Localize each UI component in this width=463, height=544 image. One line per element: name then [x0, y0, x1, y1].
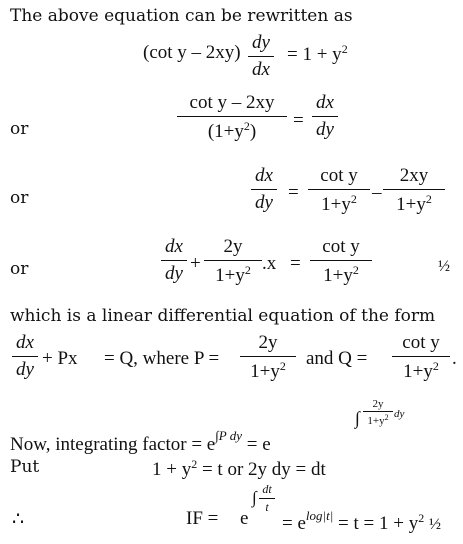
- put-expr-text: 1 + y: [152, 459, 192, 480]
- eq2-num: cot y – 2xy: [189, 92, 275, 113]
- eq1-right-sup: 2: [341, 42, 348, 56]
- put-label: Put: [10, 457, 40, 477]
- eq4-lden: dy: [165, 263, 183, 285]
- if-e2: e: [262, 434, 271, 455]
- if-equals: =: [246, 434, 258, 455]
- final-e1: e: [240, 508, 249, 529]
- form-px: + Px: [42, 348, 78, 369]
- if-e2-num: 2y: [372, 398, 384, 410]
- form-pnum: 2y: [258, 332, 278, 353]
- form-lnum: dx: [16, 332, 34, 353]
- eq4-rden: $1+y^2$: [323, 263, 359, 287]
- eq4-mid-fraction: [204, 236, 262, 287]
- eq2-rden: dy: [316, 119, 334, 141]
- eq3-f1bar: [308, 189, 370, 190]
- eq3-frac1: [308, 165, 370, 216]
- eq3-lden: dy: [255, 192, 273, 214]
- final-exp2: log|t|: [305, 508, 334, 523]
- eq3-minus: –: [372, 182, 382, 203]
- final-exp-bar: [259, 498, 275, 499]
- eq2-label: or: [10, 119, 29, 139]
- if-e2-dy: dy: [394, 408, 405, 420]
- form-qnum: cot y: [402, 332, 440, 353]
- if-e2-int: ∫: [355, 408, 360, 428]
- eq1-frac-bar: [248, 56, 274, 57]
- form-eq-q: = Q, where P =: [104, 348, 220, 369]
- eq2-rbar: [312, 116, 338, 117]
- eq4-rbar: [310, 260, 372, 261]
- if-line: [10, 428, 271, 456]
- eq4-mnum: 2y: [223, 236, 243, 257]
- if-e2-den: $1+y^2$: [367, 413, 389, 427]
- eq4-right-fraction: [310, 236, 372, 287]
- eq1-fraction: [248, 32, 274, 81]
- eq2-left-fraction: [177, 92, 287, 143]
- eq3-f2den: $1+y^2$: [396, 192, 432, 216]
- form-and-q: and Q =: [306, 348, 368, 369]
- eq1-right: [287, 42, 348, 66]
- eq4-equals: =: [290, 253, 301, 274]
- final-dt: dt: [262, 482, 272, 496]
- if-e2-exp: [355, 406, 360, 429]
- form-q-fraction: [392, 332, 450, 383]
- final-tail-sup: 2: [418, 511, 425, 525]
- eq3-f1num: cot y: [320, 165, 358, 186]
- put-expr: [152, 457, 326, 481]
- final-if-label: IF =: [186, 508, 219, 529]
- eq3-f2bar: [383, 189, 445, 190]
- final-eq1: =: [282, 513, 293, 534]
- linear-text: which is a linear differential equation of the form: [10, 306, 436, 326]
- therefore-symbol: ∴: [12, 509, 25, 530]
- eq3-label: or: [10, 188, 29, 208]
- final-rest: [282, 508, 441, 535]
- final-tail: = t = 1 + y: [338, 513, 419, 534]
- if-e1-exp: ∫P dy: [215, 428, 243, 443]
- eq1-frac-den: dx: [252, 59, 270, 81]
- form-end: .: [452, 348, 457, 369]
- final-e2: e: [297, 513, 306, 534]
- form-lden: dy: [16, 359, 34, 381]
- final-exp-fraction: [259, 482, 275, 515]
- form-p-fraction: [240, 332, 296, 383]
- final-int: ∫: [252, 488, 257, 507]
- form-qbar: [392, 356, 450, 357]
- put-rest: = t or 2y dy = dt: [201, 459, 326, 480]
- eq4-lnum: dx: [165, 236, 183, 257]
- eq4-mden: $1+y^2$: [215, 263, 251, 287]
- eq2-den: $(1+y^2)$: [207, 119, 257, 143]
- eq2-equals: =: [293, 110, 304, 131]
- eq4-mbar: [204, 260, 262, 261]
- eq1-frac-num: dy: [252, 32, 270, 53]
- eq3-frac2: [383, 165, 445, 216]
- eq1-right-text: 1 + y: [302, 44, 342, 65]
- form-qden: $1+y^2$: [403, 359, 439, 383]
- if-text: Now, integrating factor =: [10, 434, 203, 455]
- if-e1: e: [206, 434, 216, 455]
- eq4-plus: +: [190, 253, 201, 274]
- eq4-lbar: [161, 260, 187, 261]
- eq4-label: or: [10, 259, 29, 279]
- put-sup: 2: [191, 457, 198, 471]
- eq1-left-text: (cot y – 2xy): [143, 42, 241, 63]
- eq2-bar: [177, 116, 287, 117]
- form-pbar: [240, 356, 296, 357]
- form-lbar: [12, 356, 38, 357]
- intro-text: The above equation can be rewritten as: [10, 6, 353, 26]
- final-marks: ½: [428, 516, 441, 533]
- eq4-left-fraction: [161, 236, 187, 285]
- if-e2-fraction: [363, 398, 393, 427]
- eq3-lbar: [251, 189, 277, 190]
- eq4-x: .x: [262, 253, 277, 274]
- if-e2-bar: [363, 411, 393, 412]
- eq3-lnum: dx: [255, 165, 273, 186]
- eq2-right-fraction: [312, 92, 338, 141]
- eq4-marks: ½: [438, 258, 450, 275]
- form-left-fraction: [12, 332, 38, 381]
- eq3-f1den: $1+y^2$: [321, 192, 357, 216]
- eq1-left: [143, 42, 241, 64]
- eq3-equals: =: [288, 182, 299, 203]
- final-t: t: [265, 500, 269, 514]
- eq3-left-fraction: [251, 165, 277, 214]
- eq4-rnum: cot y: [322, 236, 360, 257]
- eq3-f2num: 2xy: [399, 165, 429, 186]
- eq2-rnum: dx: [316, 92, 334, 113]
- form-pden: $1+y^2$: [250, 359, 286, 383]
- eq1-equals: =: [287, 44, 298, 65]
